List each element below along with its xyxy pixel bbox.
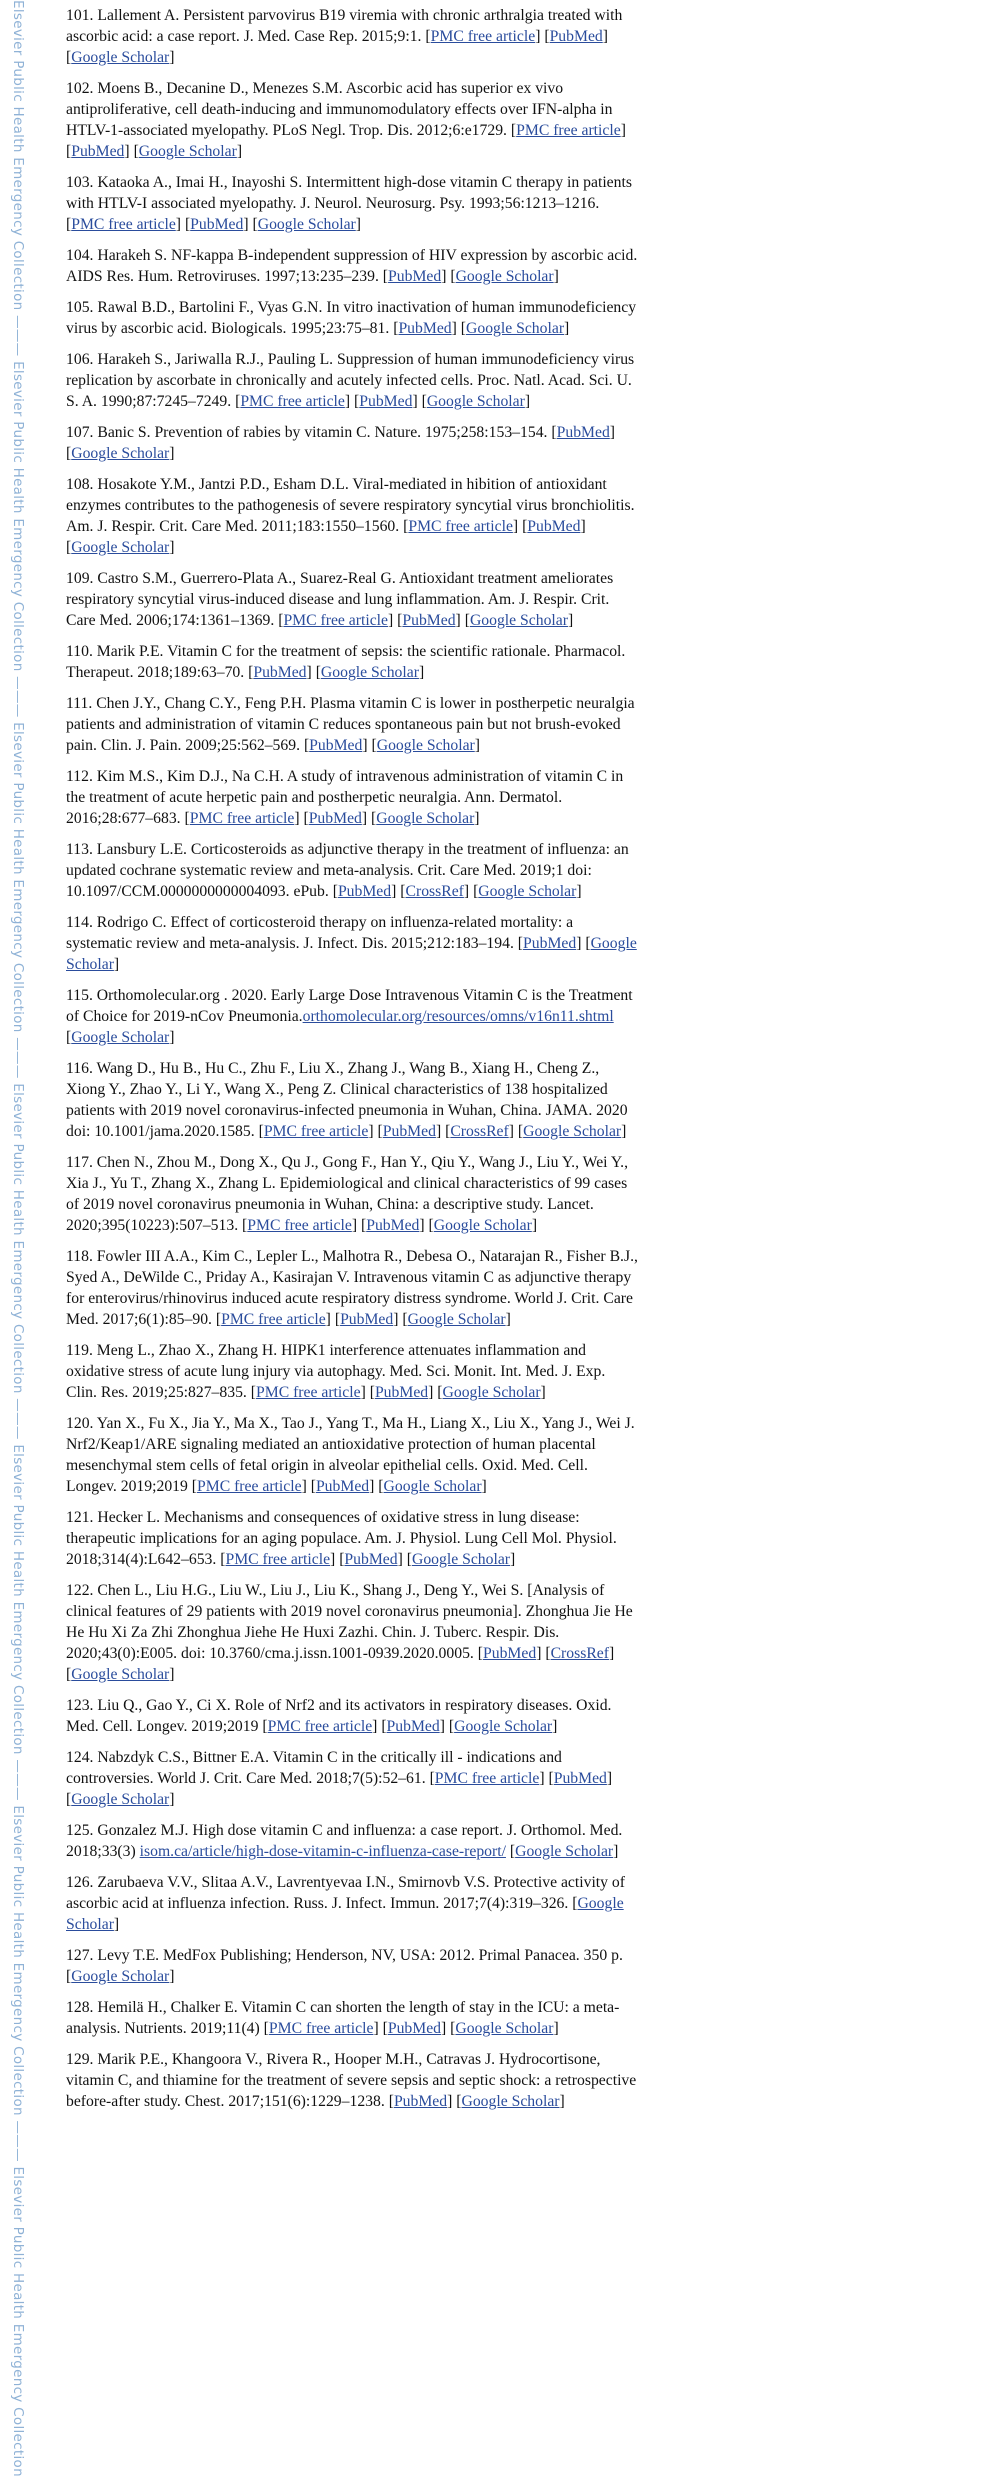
reference-number: 105.: [66, 299, 94, 316]
reference-number: 114.: [66, 914, 93, 931]
pubmed-link[interactable]: PubMed: [398, 320, 452, 337]
collection-label-text: Elsevier Public Health Emergency Collection: [10, 722, 26, 1033]
reference-number: 113.: [66, 841, 93, 858]
pmc-free-article-link[interactable]: PMC free article: [268, 2020, 374, 2037]
google-scholar-link[interactable]: Google Scholar: [71, 445, 170, 462]
reference-text: Levy T.E. MedFox Publishing; Henderson, NV, USA: 2012. Primal Panacea. 350 p.: [97, 1947, 623, 1964]
reference-item: 117. Chen N., Zhou M., Dong X., Qu J., Gong F., Han Y., Qiu Y., Wang J., Liu Y., Wei Y., Xia J., Yu T., Zhang X., Zhang L. Epidemiological and clinical characteristics of 99 cases of 2019 novel coronavirus pneumonia in Wuhan, China: a descriptive study. Lancet. 2020;395(10223):507–513. [PMC free article] [PubMed] [Google Scholar]: [66, 1154, 628, 1234]
reference-text: Banic S. Prevention of rabies by vitamin C. Nature. 1975;258:153–154.: [97, 424, 548, 441]
reference-item: 124. Nabzdyk C.S., Bittner E.A. Vitamin C in the critically ill - indications and controversies. World J. Crit. Care Med. 2018;7(5):52–61. [PMC free article] [PubMed] [Google Scholar]: [66, 1749, 613, 1808]
reference-item: 112. Kim M.S., Kim D.J., Na C.H. A study of intravenous administration of vitamin C in the treatment of acute herpetic pain and postherpetic neuralgia. Ann. Dermatol. 2016;28:677–683. [PMC free article] [PubMed] [Google Scholar]: [66, 768, 624, 827]
reference-item: 126. Zarubaeva V.V., Slitaa A.V., Lavrentyevaa I.N., Smirnovb V.S. Protective activity of ascorbic acid at influenza infection. Russ. J. Infect. Immun. 2017;7(4):319–326. [Google Scholar]: [66, 1874, 625, 1933]
pubmed-link[interactable]: PubMed: [308, 810, 362, 827]
google-scholar-link[interactable]: Google Scholar: [515, 1843, 614, 1860]
google-scholar-link[interactable]: Google Scholar: [461, 2093, 560, 2110]
pubmed-link[interactable]: PubMed: [344, 1551, 398, 1568]
pubmed-link[interactable]: PubMed: [402, 612, 456, 629]
google-scholar-link[interactable]: Google Scholar: [257, 216, 356, 233]
reference-item: 123. Liu Q., Gao Y., Ci X. Role of Nrf2 and its activators in respiratory diseases. Oxid. Med. Cell. Longev. 2019;2019 [PMC free article] [PubMed] [Google Scholar]: [66, 1697, 612, 1735]
reference-number: 122.: [66, 1582, 94, 1599]
reference-item: 102. Moens B., Decanine D., Menezes S.M. Ascorbic acid has superior ex vivo antiproliferative, cell death-inducing and immunomodulatory effects over IFN-alpha in HTLV-1-associated myelopathy. PLoS Negl. Trop. Dis. 2012;6:e1729. [PMC free article] [PubMed] [Google Scholar]: [66, 80, 626, 160]
reference-item: 120. Yan X., Fu X., Jia Y., Ma X., Tao J., Yang T., Ma H., Liang X., Liu X., Yang J., Wei J. Nrf2/Keap1/ARE signaling mediated an antioxidative protection of human placental mesenchymal stem cells of fetal origin in alveolar epithelial cells. Oxid. Med. Cell. Longev. 2019;2019 [PMC free article] [PubMed] [Google Scholar]: [66, 1415, 635, 1495]
reference-item: 114. Rodrigo C. Effect of corticosteroid therapy on influenza-related mortality: a systematic review and meta-analysis. J. Infect. Dis. 2015;212:183–194. [PubMed] [Google Scholar]: [66, 914, 637, 973]
pmc-free-article-link[interactable]: PMC free article: [240, 393, 345, 410]
reference-item: 110. Marik P.E. Vitamin C for the treatment of sepsis: the scientific rationale. Pharmacol. Therapeut. 2018;189:63–70. [PubMed] [Google Scholar]: [66, 643, 626, 681]
reference-number: 111.: [66, 695, 93, 712]
pubmed-link[interactable]: PubMed: [190, 216, 244, 233]
reference-item: 122. Chen L., Liu H.G., Liu W., Liu J., Liu K., Shang J., Deng Y., Wei S. [Analysis of clinical features of 29 patients with 2019 novel coronavirus pneumonia]. Zhonghua Jie He He Hu Xi Za Zhi Zhonghua Jiehe He Huxi Zazhi. Chin. J. Tuberc. Respir. Dis. 2020;43(0):E005. doi: 10.3760/cma.j.issn.1001-0939.2020.0005. [PubMed] [CrossRef] [Google Scholar]: [66, 1582, 633, 1683]
reference-number: 118.: [66, 1248, 93, 1265]
reference-text: Chen L., Liu H.G., Liu W., Liu J., Liu K., Shang J., Deng Y., Wei S. [Analysis of clinical features of 29 patients with 2019 novel coronavirus pneumonia]. Zhonghua Jie He He Hu Xi Za Zhi Zhonghua Jiehe He Huxi Zazhi. Chin. J. Tuberc. Respir. Dis. 2020;43(0):E005. doi: 10.3760/cma.j.issn.1001-0939.2020.0005.: [66, 1582, 633, 1662]
reference-number: 129.: [66, 2051, 94, 2068]
reference-text: Hecker L. Mechanisms and consequences of oxidative stress in lung disease: therapeutic implications for an aging populace. Am. J. Physiol. Lung Cell Mol. Physiol. 2018;314(4):L642–653.: [66, 1509, 617, 1568]
pmc-free-article-link[interactable]: PMC free article: [71, 216, 176, 233]
pubmed-link[interactable]: PubMed: [366, 1217, 420, 1234]
reference-url-link[interactable]: isom.ca/article/high-dose-vitamin-c-influenza-case-report/: [139, 1843, 506, 1860]
google-scholar-link[interactable]: Google Scholar: [66, 1895, 624, 1933]
google-scholar-link[interactable]: Google Scholar: [383, 1478, 482, 1495]
reference-text: Lallement A. Persistent parvovirus B19 viremia with chronic arthralgia treated with ascorbic acid: a case report. J. Med. Case Rep. 2015;9:1.: [66, 7, 623, 45]
reference-number: 121.: [66, 1509, 94, 1526]
collection-label-text: Elsevier Public Health Emergency Collection: [10, 1444, 26, 1755]
pubmed-link[interactable]: PubMed: [523, 935, 577, 952]
pubmed-link[interactable]: PubMed: [382, 1123, 436, 1140]
crossref-link[interactable]: CrossRef: [550, 1645, 609, 1662]
reference-text: Kataoka A., Imai H., Inayoshi S. Intermittent high-dose vitamin C therapy in patients with HTLV-I associated myelopathy. J. Neurol. Neurosurg. Psy. 1993;56:1213–1216.: [66, 174, 632, 212]
reference-item: 105. Rawal B.D., Bartolini F., Vyas G.N. In vitro inactivation of human immunodeficiency virus by ascorbic acid. Biologicals. 1995;23:75–81. [PubMed] [Google Scholar]: [66, 299, 637, 337]
pmc-free-article-link[interactable]: PMC free article: [408, 518, 513, 535]
reference-item: 115. Orthomolecular.org . 2020. Early Large Dose Intravenous Vitamin C is the Treatment of Choice for 2019-nCov Pneumonia.orthomolecular.org/resources/omns/v16n11.shtml [Google Scholar]: [66, 987, 633, 1046]
collection-label-text: Elsevier Public Health Emergency Collection: [10, 2166, 26, 2477]
pmc-free-article-link[interactable]: PMC free article: [430, 28, 536, 45]
pmc-free-article-link[interactable]: PMC free article: [434, 1770, 540, 1787]
pmc-free-article-link[interactable]: PMC free article: [267, 1718, 373, 1735]
pmc-free-article-link[interactable]: PMC free article: [225, 1551, 331, 1568]
pubmed-link[interactable]: PubMed: [337, 883, 392, 900]
google-scholar-link[interactable]: Google Scholar: [523, 1123, 622, 1140]
reference-number: 127.: [66, 1947, 94, 1964]
reference-url-link[interactable]: orthomolecular.org/resources/omns/v16n11.shtml: [302, 1008, 614, 1025]
reference-text: Lansbury L.E. Corticosteroids as adjunctive therapy in the treatment of influenza: an updated cochrane systematic review and meta-analysis. Crit. Care Med. 2019;1 doi: 10.1097/CCM.0000000000004093. ePub.: [66, 841, 629, 900]
pmc-free-article-link[interactable]: PMC free article: [221, 1311, 326, 1328]
reference-number: 101.: [66, 7, 94, 24]
reference-number: 115.: [66, 987, 93, 1004]
google-scholar-link[interactable]: Google Scholar: [71, 1968, 170, 1985]
collection-label-text: Elsevier Public Health Emergency Collection: [10, 1805, 26, 2116]
reference-item: 121. Hecker L. Mechanisms and consequences of oxidative stress in lung disease: therapeutic implications for an aging populace. Am. J. Physiol. Lung Cell Mol. Physiol. 2018;314(4):L642–653. [PMC free article] [PubMed] [Google Scholar]: [66, 1509, 617, 1568]
pubmed-link[interactable]: PubMed: [549, 28, 603, 45]
reference-number: 116.: [66, 1060, 93, 1077]
pubmed-link[interactable]: PubMed: [253, 664, 307, 681]
reference-item: 116. Wang D., Hu B., Hu C., Zhu F., Liu X., Zhang J., Wang B., Xiang H., Cheng Z., Xiong Y., Zhao Y., Li Y., Wang X., Peng Z. Clinical characteristics of 138 hospitalized patients with 2019 novel coronavirus-infected pneumonia in Wuhan, China. JAMA. 2020 doi: 10.1001/jama.2020.1585. [PMC free article] [PubMed] [CrossRef] [Google Scholar]: [66, 1060, 628, 1140]
reference-number: 108.: [66, 476, 94, 493]
pmc-free-article-link[interactable]: PMC free article: [189, 810, 295, 827]
google-scholar-link[interactable]: Google Scholar: [376, 810, 475, 827]
reference-item: 118. Fowler III A.A., Kim C., Lepler L., Malhotra R., Debesa O., Natarajan R., Fisher B.J., Syed A., DeWilde C., Priday A., Kasirajan V. Intravenous vitamin C as adjunctive therapy for enterovirus/rhinovirus induced acute respiratory distress syndrome. World J. Crit. Care Med. 2017;6(1):85–90. [PMC free article] [PubMed] [Google Scholar]: [66, 1248, 638, 1328]
reference-number: 106.: [66, 351, 94, 368]
google-scholar-link[interactable]: Google Scholar: [454, 1718, 553, 1735]
reference-number: 117.: [66, 1154, 93, 1171]
reference-text: Liu Q., Gao Y., Ci X. Role of Nrf2 and its activators in respiratory diseases. Oxid. Med. Cell. Longev. 2019;2019: [66, 1697, 612, 1735]
pmc-free-article-link[interactable]: PMC free article: [256, 1384, 361, 1401]
reference-number: 109.: [66, 570, 94, 587]
google-scholar-link[interactable]: Google Scholar: [442, 1384, 541, 1401]
reference-item: 111. Chen J.Y., Chang C.Y., Feng P.H. Plasma vitamin C is lower in postherpetic neuralgia patients and administration of vitamin C reduces spontaneous pain but not brush-evoked pain. Clin. J. Pain. 2009;25:562–569. [PubMed] [Google Scholar]: [66, 695, 635, 754]
reference-text: Hemilä H., Chalker E. Vitamin C can shorten the length of stay in the ICU: a meta-analysis. Nutrients. 2019;11(4): [66, 1999, 620, 2037]
pubmed-link[interactable]: PubMed: [315, 1478, 370, 1495]
reference-item: 127. Levy T.E. MedFox Publishing; Henderson, NV, USA: 2012. Primal Panacea. 350 p. [Google Scholar]: [66, 1947, 623, 1985]
reference-item: 129. Marik P.E., Khangoora V., Rivera R., Hooper M.H., Catravas J. Hydrocortisone, vitamin C, and thiamine for the treatment of severe sepsis and septic shock: a retrospective before-after study. Chest. 2017;151(6):1229–1238. [PubMed] [Google Scholar]: [66, 2051, 637, 2110]
reference-number: 119.: [66, 1342, 93, 1359]
google-scholar-link[interactable]: Google Scholar: [71, 1791, 170, 1808]
reference-text: Fowler III A.A., Kim C., Lepler L., Malhotra R., Debesa O., Natarajan R., Fisher B.J., Syed A., DeWilde C., Priday A., Kasirajan V. Intravenous vitamin C as adjunctive therapy for enterovirus/rhinovirus induced acute respiratory distress syndrome. World J. Crit. Care Med. 2017;6(1):85–90.: [66, 1248, 638, 1328]
google-scholar-link[interactable]: Google Scholar: [71, 1029, 170, 1046]
pubmed-link[interactable]: PubMed: [393, 2093, 448, 2110]
reference-text: Zarubaeva V.V., Slitaa A.V., Lavrentyevaa I.N., Smirnovb V.S. Protective activity of ascorbic acid at influenza infection. Russ. J. Infect. Immun. 2017;7(4):319–326.: [66, 1874, 625, 1912]
reference-text: Orthomolecular.org . 2020. Early Large Dose Intravenous Vitamin C is the Treatment of Choice for 2019-nCov Pneumonia.: [66, 987, 633, 1025]
pubmed-link[interactable]: PubMed: [374, 1384, 429, 1401]
reference-item: 106. Harakeh S., Jariwalla R.J., Pauling L. Suppression of human immunodeficiency virus replication by ascorbate in chronically and acutely infected cells. Proc. Natl. Acad. Sci. U. S. A. 1990;87:7245–7249. [PMC free article] [PubMed] [Google Scholar]: [66, 351, 635, 410]
reference-number: 107.: [66, 424, 94, 441]
reference-text: Marik P.E., Khangoora V., Rivera R., Hooper M.H., Catravas J. Hydrocortisone, vitamin C, and thiamine for the treatment of severe sepsis and septic shock: a retrospective before-after study. Chest. 2017;151(6):1229–1238.: [66, 2051, 637, 2110]
reference-text: Chen J.Y., Chang C.Y., Feng P.H. Plasma vitamin C is lower in postherpetic neuralgia patients and administration of vitamin C reduces spontaneous pain but not brush-evoked pain. Clin. J. Pain. 2009;25:562–569.: [66, 695, 635, 754]
reference-text: Hosakote Y.M., Jantzi P.D., Esham D.L. Viral-mediated in hibition of antioxidant enzymes contributes to the pathogenesis of severe respiratory syncytial virus bronchiolitis. Am. J. Respir. Crit. Care Med. 2011;183:1550–1560.: [66, 476, 635, 535]
reference-number: 126.: [66, 1874, 94, 1891]
reference-text: Harakeh S. NF-kappa B-independent suppression of HIV expression by ascorbic acid. AIDS Res. Hum. Retroviruses. 1997;13:235–239.: [66, 247, 638, 285]
google-scholar-link[interactable]: Google Scholar: [466, 320, 565, 337]
reference-item: 113. Lansbury L.E. Corticosteroids as adjunctive therapy in the treatment of influenza: an updated cochrane systematic review and meta-analysis. Crit. Care Med. 2019;1 doi: 10.1097/CCM.0000000000004093. ePub. [PubMed] [CrossRef] [Google Scholar]: [66, 841, 629, 900]
pubmed-link[interactable]: PubMed: [483, 1645, 537, 1662]
crossref-link[interactable]: CrossRef: [450, 1123, 509, 1140]
pmc-free-article-link[interactable]: PMC free article: [516, 122, 621, 139]
reference-number: 124.: [66, 1749, 94, 1766]
reference-text: Rawal B.D., Bartolini F., Vyas G.N. In vitro inactivation of human immunodeficiency virus by ascorbic acid. Biologicals. 1995;23:75–81.: [66, 299, 637, 337]
reference-text: Marik P.E. Vitamin C for the treatment of sepsis: the scientific rationale. Pharmacol. Therapeut. 2018;189:63–70.: [66, 643, 626, 681]
pubmed-link[interactable]: PubMed: [388, 268, 442, 285]
reference-number: 102.: [66, 80, 94, 97]
pubmed-link[interactable]: PubMed: [71, 143, 125, 160]
pubmed-link[interactable]: PubMed: [556, 424, 610, 441]
google-scholar-link[interactable]: Google Scholar: [433, 1217, 532, 1234]
reference-text: Harakeh S., Jariwalla R.J., Pauling L. Suppression of human immunodeficiency virus replication by ascorbate in chronically and acutely infected cells. Proc. Natl. Acad. Sci. U. S. A. 1990;87:7245–7249.: [66, 351, 635, 410]
google-scholar-link[interactable]: Google Scholar: [407, 1311, 506, 1328]
reference-item: 107. Banic S. Prevention of rabies by vitamin C. Nature. 1975;258:153–154. [PubMed] [Google Scholar]: [66, 424, 616, 462]
reference-text: Castro S.M., Guerrero-Plata A., Suarez-Real G. Antioxidant treatment ameliorates respiratory syncytial virus-induced disease and lung inflammation. Am. J. Respir. Crit. Care Med. 2006;174:1361–1369.: [66, 570, 614, 629]
google-scholar-link[interactable]: Google Scholar: [71, 539, 170, 556]
reference-item: 108. Hosakote Y.M., Jantzi P.D., Esham D.L. Viral-mediated in hibition of antioxidant enzymes contributes to the pathogenesis of severe respiratory syncytial virus bronchiolitis. Am. J. Respir. Crit. Care Med. 2011;183:1550–1560. [PMC free article] [PubMed] [Google Scholar]: [66, 476, 635, 556]
reference-number: 128.: [66, 1999, 94, 2016]
google-scholar-link[interactable]: Google Scholar: [71, 1666, 170, 1683]
reference-number: 125.: [66, 1822, 94, 1839]
reference-text: Rodrigo C. Effect of corticosteroid therapy on influenza-related mortality: a systematic review and meta-analysis. J. Infect. Dis. 2015;212:183–194.: [66, 914, 574, 952]
pubmed-link[interactable]: PubMed: [340, 1311, 394, 1328]
pubmed-link[interactable]: PubMed: [359, 393, 413, 410]
reference-number: 104.: [66, 247, 94, 264]
pubmed-link[interactable]: PubMed: [387, 2020, 442, 2037]
pubmed-link[interactable]: PubMed: [386, 1718, 440, 1735]
reference-text: Yan X., Fu X., Jia Y., Ma X., Tao J., Yang T., Ma H., Liang X., Liu X., Yang J., Wei J. Nrf2/Keap1/ARE signaling mediated an antioxidative protection of human placental mesenchymal stem cells of fetal origin in alveolar epithelial cells. Oxid. Med. Cell. Longev. 2019;2019: [66, 1415, 635, 1495]
collection-label: Elsevier Public Health Emergency Collection ——— Elsevier Public Health Emergency Collection ——— Elsevier Public Health Emergency Collection ——— Elsevier Public Health Emergency Collection ——— Elsevier Public Health Emergency Collection ——— Elsevier Public Health Emergency Collection ——— Elsevier Public Health Emergency Collection: [10, 0, 26, 2477]
pubmed-link[interactable]: PubMed: [309, 737, 363, 754]
google-scholar-link[interactable]: Google Scholar: [71, 49, 170, 66]
reference-text: Chen N., Zhou M., Dong X., Qu J., Gong F., Han Y., Qiu Y., Wang J., Liu Y., Wei Y., Xia J., Yu T., Zhang X., Zhang L. Epidemiological and clinical characteristics of 99 cases of 2019 novel coronavirus pneumonia in Wuhan, China: a descriptive study. Lancet. 2020;395(10223):507–513.: [66, 1154, 628, 1234]
pubmed-link[interactable]: PubMed: [527, 518, 581, 535]
reference-text: Wang D., Hu B., Hu C., Zhu F., Liu X., Zhang J., Wang B., Xiang H., Cheng Z., Xiong Y., Zhao Y., Li Y., Wang X., Peng Z. Clinical characteristics of 138 hospitalized patients with 2019 novel coronavirus-infected pneumonia in Wuhan, China. JAMA. 2020 doi: 10.1001/jama.2020.1585.: [66, 1060, 628, 1140]
google-scholar-link[interactable]: Google Scholar: [411, 1551, 511, 1568]
google-scholar-link[interactable]: Google Scholar: [455, 268, 554, 285]
reference-text: Kim M.S., Kim D.J., Na C.H. A study of intravenous administration of vitamin C in the treatment of acute herpetic pain and postherpetic neuralgia. Ann. Dermatol. 2016;28:677–683.: [66, 768, 624, 827]
reference-number: 123.: [66, 1697, 94, 1714]
reference-item: 125. Gonzalez M.J. High dose vitamin C and influenza: a case report. J. Orthomol. Med. 2018;33(3) isom.ca/article/high-dose-vitamin-c-influenza-case-report/ [Google Scholar]: [66, 1822, 623, 1860]
reference-item: 128. Hemilä H., Chalker E. Vitamin C can shorten the length of stay in the ICU: a meta-analysis. Nutrients. 2019;11(4) [PMC free article] [PubMed] [Google Scholar]: [66, 1999, 620, 2037]
google-scholar-link[interactable]: Google Scholar: [376, 737, 475, 754]
reference-item: 119. Meng L., Zhao X., Zhang H. HIPK1 interference attenuates inflammation and oxidative stress of acute lung injury via autophagy. Med. Sci. Monit. Int. Med. J. Exp. Clin. Res. 2019;25:827–835. [PMC free article] [PubMed] [Google Scholar]: [66, 1342, 606, 1401]
collection-label-text: Elsevier Public Health Emergency Collection: [10, 1083, 26, 1394]
reference-text: Meng L., Zhao X., Zhang H. HIPK1 interference attenuates inflammation and oxidative stress of acute lung injury via autophagy. Med. Sci. Monit. Int. Med. J. Exp. Clin. Res. 2019;25:827–835.: [66, 1342, 606, 1401]
google-scholar-link[interactable]: Google Scholar: [66, 935, 637, 973]
pmc-free-article-link[interactable]: PMC free article: [263, 1123, 369, 1140]
pmc-free-article-link[interactable]: PMC free article: [197, 1478, 302, 1495]
google-scholar-link[interactable]: Google Scholar: [138, 143, 237, 160]
reference-number: 112.: [66, 768, 93, 785]
google-scholar-link[interactable]: Google Scholar: [478, 883, 577, 900]
google-scholar-link[interactable]: Google Scholar: [426, 393, 525, 410]
reference-number: 120.: [66, 1415, 94, 1432]
reference-item: 109. Castro S.M., Guerrero-Plata A., Suarez-Real G. Antioxidant treatment ameliorates respiratory syncytial virus-induced disease and lung inflammation. Am. J. Respir. Crit. Care Med. 2006;174:1361–1369. [PMC free article] [PubMed] [Google Scholar]: [66, 570, 614, 629]
google-scholar-link[interactable]: Google Scholar: [469, 612, 568, 629]
reference-number: 110.: [66, 643, 93, 660]
reference-item: 103. Kataoka A., Imai H., Inayoshi S. Intermittent high-dose vitamin C therapy in patients with HTLV-I associated myelopathy. J. Neurol. Neurosurg. Psy. 1993;56:1213–1216. [PMC free article] [PubMed] [Google Scholar]: [66, 174, 632, 233]
google-scholar-link[interactable]: Google Scholar: [455, 2020, 554, 2037]
pmc-free-article-link[interactable]: PMC free article: [283, 612, 388, 629]
reference-text: Moens B., Decanine D., Menezes S.M. Ascorbic acid has superior ex vivo antiproliferative, cell death-inducing and immunomodulatory effects over IFN-alpha in HTLV-1-associated myelopathy. PLoS Negl. Trop. Dis. 2012;6:e1729.: [66, 80, 613, 139]
pmc-free-article-link[interactable]: PMC free article: [247, 1217, 352, 1234]
reference-text: Gonzalez M.J. High dose vitamin C and influenza: a case report. J. Orthomol. Med. 2018;33(3): [66, 1822, 623, 1860]
collection-label-text: Elsevier Public Health Emergency Collection: [10, 361, 26, 672]
reference-list: [66, 5, 640, 2122]
reference-text: Nabzdyk C.S., Bittner E.A. Vitamin C in the critically ill - indications and controversies. World J. Crit. Care Med. 2018;7(5):52–61.: [66, 1749, 562, 1787]
collection-label-text: Elsevier Public Health Emergency Collection: [10, 0, 26, 311]
reference-number: 103.: [66, 174, 94, 191]
crossref-link[interactable]: CrossRef: [405, 883, 464, 900]
pubmed-link[interactable]: PubMed: [553, 1770, 607, 1787]
collection-sidebar: [0, 0, 52, 2477]
google-scholar-link[interactable]: Google Scholar: [320, 664, 419, 681]
reference-item: 101. Lallement A. Persistent parvovirus B19 viremia with chronic arthralgia treated with ascorbic acid: a case report. J. Med. Case Rep. 2015;9:1. [PMC free article] [PubMed] [Google Scholar]: [66, 7, 623, 66]
reference-item: 104. Harakeh S. NF-kappa B-independent suppression of HIV expression by ascorbic acid. AIDS Res. Hum. Retroviruses. 1997;13:235–239. [PubMed] [Google Scholar]: [66, 247, 638, 285]
